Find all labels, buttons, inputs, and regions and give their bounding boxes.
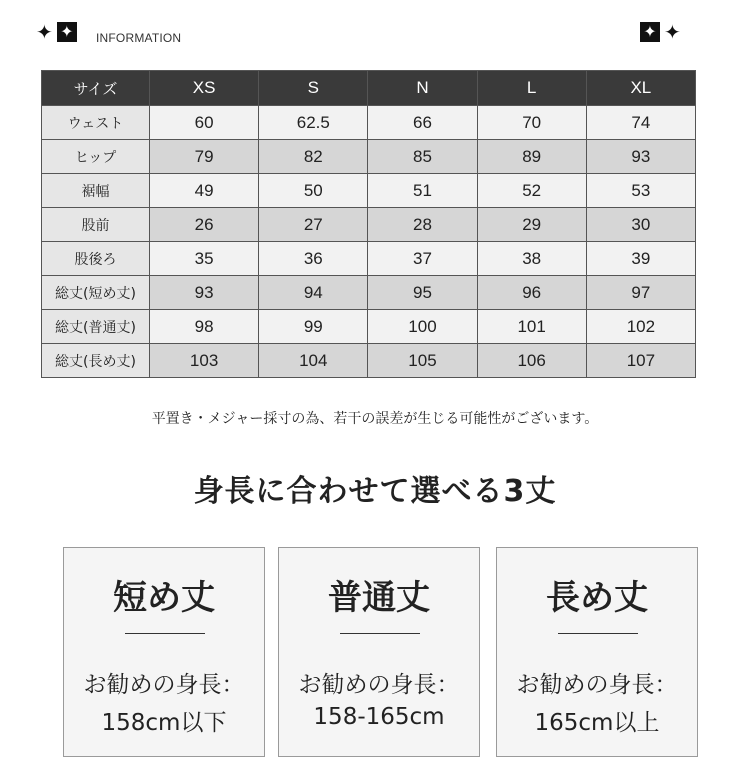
table-cell: 96 [477, 276, 586, 310]
row-label: ヒップ [42, 140, 150, 174]
column-header: サイズ [42, 71, 150, 106]
card-recommend-label: お勧めの身長： [83, 672, 245, 698]
column-header: XL [586, 71, 695, 106]
table-cell: 60 [150, 106, 259, 140]
table-cell: 82 [259, 140, 368, 174]
card-title: 短め丈 [113, 578, 215, 618]
table-cell: 27 [259, 208, 368, 242]
section-headline: 身長に合わせて選べる3丈 [193, 474, 557, 509]
table-cell: 49 [150, 174, 259, 208]
measurement-note: 平置き・メジャー採寸の為、若干の誤差が生じる可能性がございます。 [151, 411, 599, 427]
column-header: N [368, 71, 477, 106]
table-row [42, 344, 696, 378]
column-header: L [477, 71, 586, 106]
table-cell: 85 [368, 140, 477, 174]
table-row [42, 174, 696, 208]
table-cell: 29 [477, 208, 586, 242]
card-divider [558, 633, 638, 634]
table-row [42, 242, 696, 276]
table-cell: 99 [259, 310, 368, 344]
table-cell: 30 [586, 208, 695, 242]
card-recommend-label: お勧めの身長： [298, 672, 460, 698]
table-cell: 93 [586, 140, 695, 174]
card-recommend-label: お勧めの身長： [516, 672, 678, 698]
length-card-regular [278, 547, 480, 757]
header [0, 0, 750, 70]
card-title: 長め丈 [546, 578, 648, 618]
table-cell: 28 [368, 208, 477, 242]
row-label: 総丈(短め丈) [42, 276, 150, 310]
table-cell: 53 [586, 174, 695, 208]
table-cell: 38 [477, 242, 586, 276]
table-cell: 51 [368, 174, 477, 208]
row-label: ウェスト [42, 106, 150, 140]
boxed-star-icon: ✦ [640, 22, 660, 42]
table-row [42, 276, 696, 310]
table-row [42, 106, 696, 140]
table-cell: 36 [259, 242, 368, 276]
header-left-stars [36, 22, 77, 42]
table-cell: 93 [150, 276, 259, 310]
boxed-star-icon: ✦ [57, 22, 77, 42]
row-label: 股前 [42, 208, 150, 242]
table-row [42, 208, 696, 242]
card-height: 165cm以上 [534, 710, 660, 736]
table-cell: 52 [477, 174, 586, 208]
table-cell: 37 [368, 242, 477, 276]
row-label: 総丈(普通丈) [42, 310, 150, 344]
table-cell: 79 [150, 140, 259, 174]
table-row [42, 310, 696, 344]
table-row [42, 140, 696, 174]
table-cell: 95 [368, 276, 477, 310]
card-height: 158cm以下 [101, 710, 227, 736]
card-title: 普通丈 [328, 578, 430, 618]
table-cell: 50 [259, 174, 368, 208]
table-cell: 100 [368, 310, 477, 344]
table-header-row [42, 71, 696, 106]
table-cell: 26 [150, 208, 259, 242]
table-cell: 105 [368, 344, 477, 378]
card-height: 158-165cm [313, 704, 445, 730]
table-cell: 66 [368, 106, 477, 140]
row-label: 裾幅 [42, 174, 150, 208]
length-card-short [63, 547, 265, 757]
information-label: INFORMATION [96, 31, 182, 45]
column-header: XS [150, 71, 259, 106]
table-cell: 62.5 [259, 106, 368, 140]
table-cell: 74 [586, 106, 695, 140]
table-cell: 97 [586, 276, 695, 310]
column-header: S [259, 71, 368, 106]
table-cell: 107 [586, 344, 695, 378]
table-cell: 101 [477, 310, 586, 344]
table-cell: 106 [477, 344, 586, 378]
size-table [41, 70, 696, 378]
table-cell: 70 [477, 106, 586, 140]
row-label: 股後ろ [42, 242, 150, 276]
length-card-long [496, 547, 698, 757]
table-cell: 89 [477, 140, 586, 174]
four-point-star-icon: ✦ [36, 20, 53, 44]
card-divider [340, 633, 420, 634]
header-right-stars [640, 22, 681, 42]
card-divider [125, 633, 205, 634]
table-cell: 94 [259, 276, 368, 310]
table-cell: 104 [259, 344, 368, 378]
four-point-star-icon: ✦ [664, 20, 681, 44]
table-cell: 103 [150, 344, 259, 378]
table-cell: 35 [150, 242, 259, 276]
table-cell: 98 [150, 310, 259, 344]
table-cell: 102 [586, 310, 695, 344]
row-label: 総丈(長め丈) [42, 344, 150, 378]
table-cell: 39 [586, 242, 695, 276]
